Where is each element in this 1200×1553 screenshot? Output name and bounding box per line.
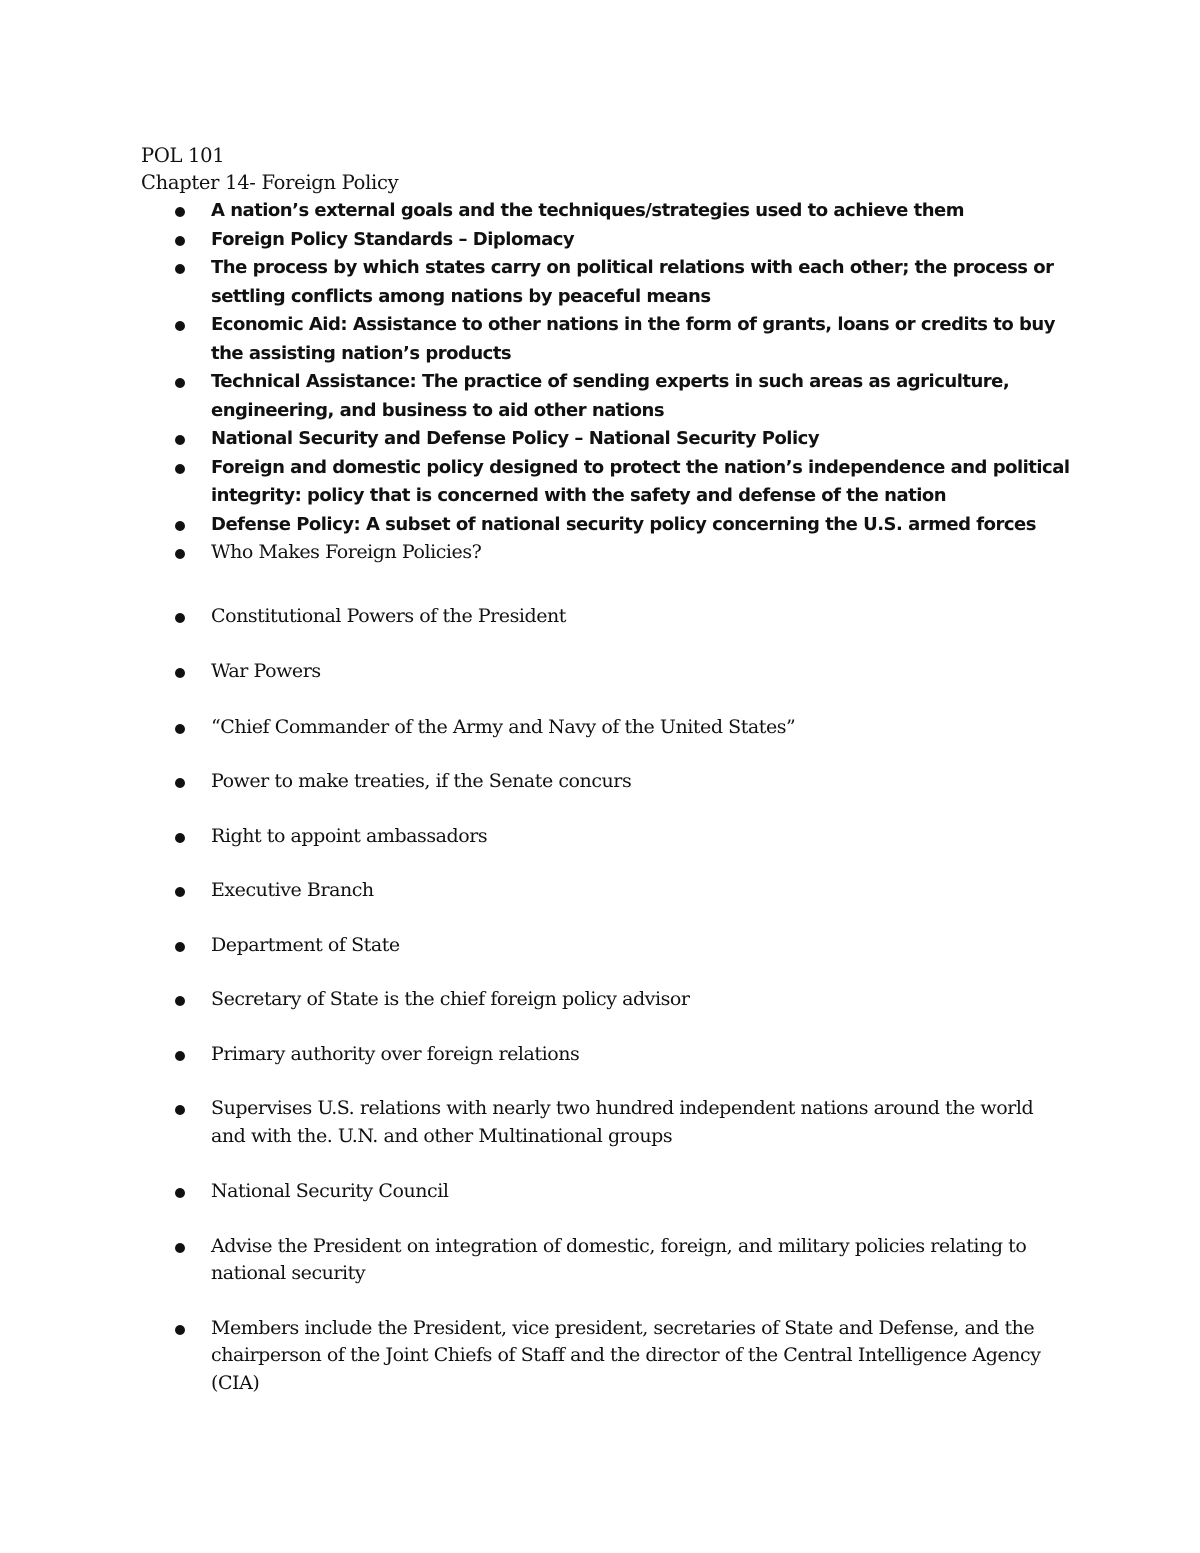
- bullet-icon: [175, 1325, 185, 1335]
- list-item-text: Constitutional Powers of the President: [211, 604, 566, 627]
- list-item-text: “Chief Commander of the Army and Navy of the United States”: [211, 715, 796, 738]
- list-item-text: National Security and Defense Policy – National Security Policy: [211, 428, 820, 449]
- list-item: [0, 1178, 1071, 1206]
- list-item-text: Primary authority over foreign relations: [211, 1042, 580, 1065]
- list-item: [0, 714, 1071, 742]
- list-item: [0, 454, 1071, 511]
- bullet-icon: [175, 833, 185, 843]
- chapter-title: Chapter 14- Foreign Policy: [141, 171, 399, 194]
- bullet-icon: [175, 435, 185, 445]
- list-item-text: Members include the President, vice president, secretaries of State and Defense, and the chairperson of the Joint Chiefs of Staff and the director of the Central Intelligence Agency (CIA): [211, 1316, 1041, 1394]
- bullet-icon: [175, 1051, 185, 1061]
- list-item: [0, 1095, 1071, 1150]
- list-item: [0, 658, 1071, 686]
- list-item: [0, 768, 1071, 796]
- notes-bullet-list: [0, 197, 1200, 1397]
- bullet-icon: [175, 778, 185, 788]
- bullet-icon: [175, 321, 185, 331]
- list-item-text: Secretary of State is the chief foreign policy advisor: [211, 988, 690, 1010]
- bullet-icon: [175, 1188, 185, 1198]
- list-item-text: Supervises U.S. relations with nearly two hundred independent nations around the world and with the. U.N. and other Multinational groups: [211, 1097, 1034, 1147]
- list-item-text: The process by which states carry on political relations with each other; the process or settling conflicts among nations by peaceful means: [211, 257, 1054, 307]
- bullet-icon: [175, 549, 185, 559]
- bullet-icon: [175, 887, 185, 897]
- list-item: [0, 823, 1071, 851]
- list-item: [0, 368, 1071, 425]
- list-item: [0, 1041, 1071, 1069]
- list-item: [0, 1233, 1071, 1288]
- list-item: [0, 1315, 1071, 1398]
- list-item-text: National Security Council: [211, 1180, 449, 1202]
- bullet-icon: [175, 668, 185, 678]
- list-item-text: Right to appoint ambassadors: [211, 824, 488, 847]
- bullet-icon: [175, 613, 185, 623]
- bullet-icon: [175, 236, 185, 246]
- list-item: [0, 226, 1071, 255]
- list-item-text: Department of State: [211, 933, 400, 956]
- bullet-icon: [175, 264, 185, 274]
- bullet-icon: [175, 378, 185, 388]
- bullet-icon: [175, 942, 185, 952]
- list-item: [0, 311, 1071, 368]
- list-item-text: Who Makes Foreign Policies?: [211, 541, 482, 563]
- list-item: [0, 254, 1071, 311]
- list-item: [0, 877, 1071, 905]
- list-item-text: Power to make treaties, if the Senate concurs: [211, 770, 632, 792]
- list-item-text: Foreign Policy Standards – Diplomacy: [211, 228, 575, 250]
- bullet-icon: [175, 1105, 185, 1115]
- list-item-text: A nation’s external goals and the techniques/strategies used to achieve them: [211, 200, 964, 221]
- bullet-icon: [175, 724, 185, 734]
- bullet-icon: [175, 1243, 185, 1253]
- bullet-icon: [175, 521, 185, 531]
- list-item-text: War Powers: [211, 660, 321, 682]
- list-item: [0, 197, 1071, 226]
- list-item: [0, 539, 1071, 567]
- list-item: [0, 425, 1071, 454]
- list-item: [0, 603, 1071, 631]
- course-code: POL 101: [141, 144, 225, 167]
- bullet-icon: [175, 996, 185, 1006]
- list-item-text: Advise the President on integration of domestic, foreign, and military policies relating to national security: [211, 1234, 1027, 1284]
- bullet-icon: [175, 464, 185, 474]
- list-item-text: Economic Aid: Assistance to other nations in the form of grants, loans or credits to buy the assisting nation’s products: [211, 314, 1055, 364]
- list-item-text: Executive Branch: [211, 879, 374, 901]
- list-item-text: Technical Assistance: The practice of sending experts in such areas as agriculture, engineering, and business to aid other nations: [211, 371, 1010, 421]
- list-item-text: Defense Policy: A subset of national security policy concerning the U.S. armed forces: [211, 513, 1036, 535]
- list-item: [0, 511, 1071, 540]
- list-item: [0, 986, 1071, 1014]
- bullet-icon: [175, 207, 185, 217]
- list-item-text: Foreign and domestic policy designed to protect the nation’s independence and political integrity: policy that is concerned with the safety and defense of the nation: [211, 456, 1070, 506]
- list-item: [0, 932, 1071, 960]
